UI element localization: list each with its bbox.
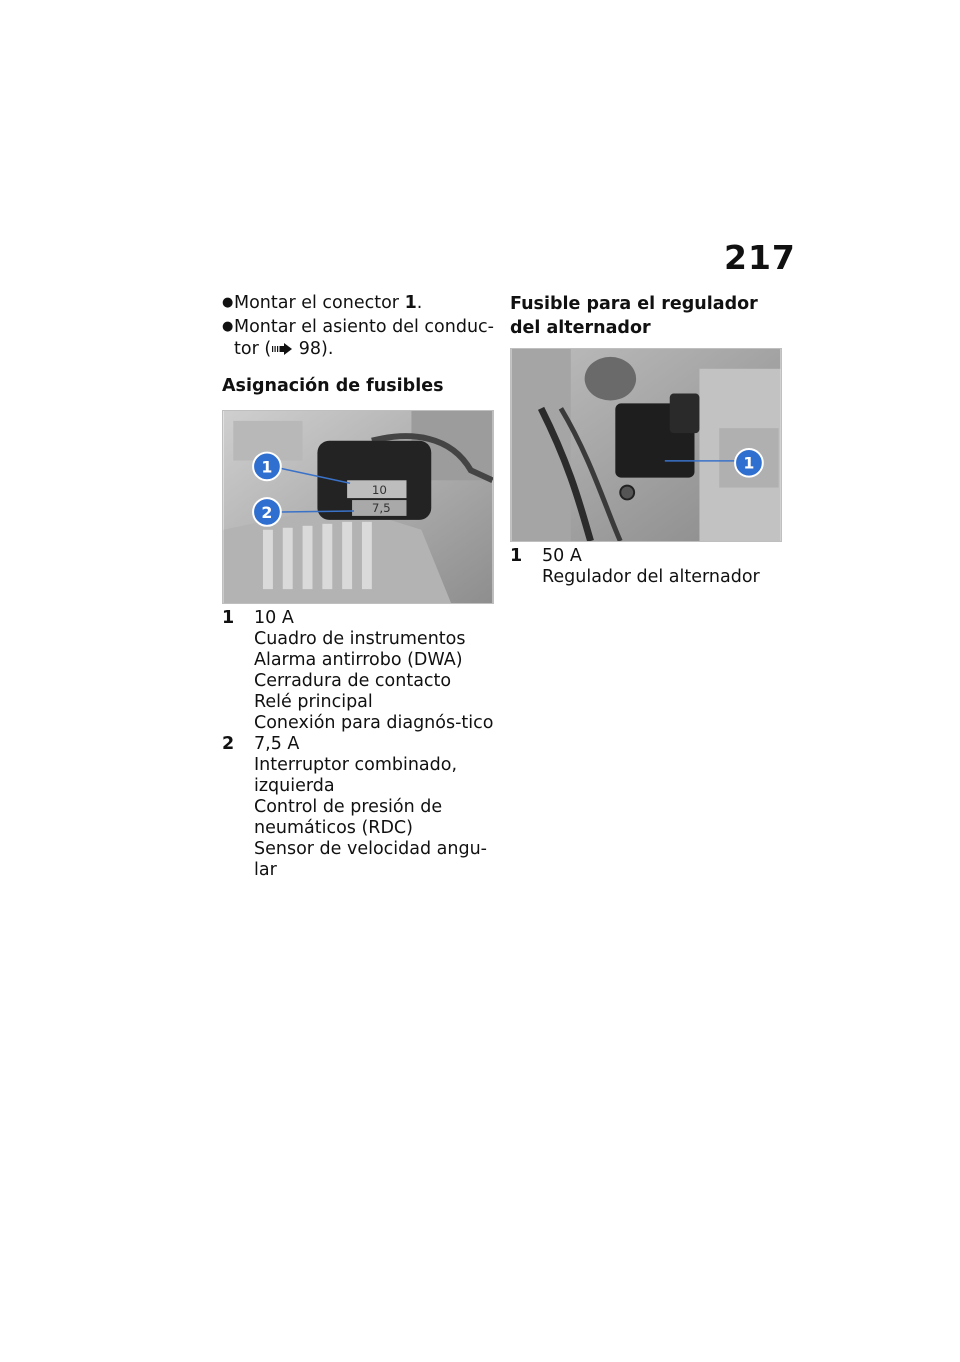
alternator-regulator-photo (510, 348, 782, 542)
callout-number: 1 (261, 457, 273, 477)
item-line: Cerradura de contacto (254, 671, 452, 691)
fuse-amperage: 10 A (254, 608, 294, 628)
bullet-suffix: . (416, 293, 423, 313)
section-heading-alternator-fuse: Fusible para el regulador del alternador (510, 294, 758, 338)
item-number: 2 (222, 734, 235, 754)
item-line: Cuadro de instrumentos (254, 629, 466, 649)
fuse-list (222, 608, 494, 881)
item-line: Alarma antirrobo (DWA) (254, 650, 463, 670)
bullet-dot-icon: ● (222, 319, 234, 334)
item-line: Sensor de velocidad angu-lar (254, 839, 487, 880)
bullet-item (222, 316, 494, 360)
item-line: Regulador del alternador (542, 567, 760, 587)
fuse-amperage: 50 A (542, 546, 582, 566)
callout-number: 2 (261, 502, 273, 522)
callout-number: 1 (743, 453, 755, 473)
list-item (222, 734, 494, 881)
item-number: 1 (510, 546, 523, 566)
list-item (510, 546, 782, 588)
bullet-dot-icon: ● (222, 295, 234, 310)
item-line: Control de presión de neumáticos (RDC) (254, 797, 443, 838)
fuse-box-photo (222, 410, 494, 604)
item-line: Conexión para diagnós-tico (254, 713, 494, 733)
page-reference-arrow-icon (271, 343, 293, 355)
right-column (510, 292, 782, 588)
list-item (222, 608, 494, 734)
page-number: 217 (724, 238, 796, 277)
bullet-bold-ref: 1 (404, 293, 417, 313)
item-line: Interruptor combinado, izquierda (254, 755, 458, 796)
fuse-label: 7,5 (371, 500, 391, 515)
fuse-list (510, 546, 782, 588)
bullet-item (222, 292, 494, 314)
fuse-amperage: 7,5 A (254, 734, 300, 754)
left-column (222, 292, 494, 881)
item-number: 1 (222, 608, 235, 628)
bullet-text: Montar el conector (234, 293, 405, 313)
bullet-text: Montar el asiento del conduc-tor ( (234, 317, 494, 359)
fuse-label: 10 (371, 483, 387, 498)
page-reference[interactable]: 98 (298, 339, 322, 359)
item-line: Relé principal (254, 692, 373, 712)
section-heading-fuse-assignment: Asignación de fusibles (222, 376, 444, 396)
bullet-suffix: ). (321, 339, 334, 359)
